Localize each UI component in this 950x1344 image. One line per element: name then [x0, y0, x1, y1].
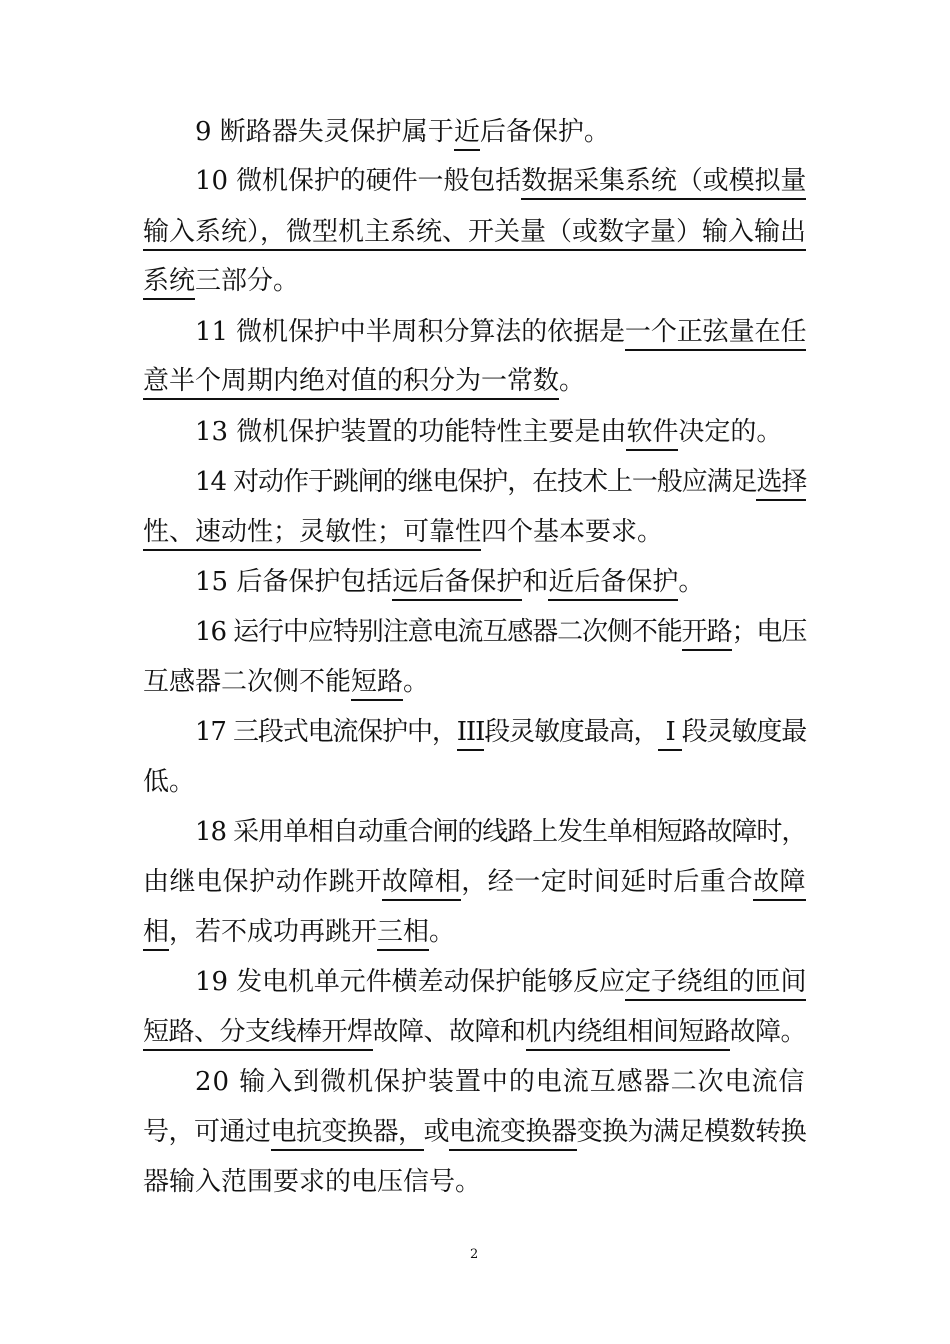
text-segment: 17 三段式电流保护中，	[195, 717, 457, 747]
text-line	[143, 1012, 806, 1052]
text-segment: 19 发电机单元件横差动保护能够反应	[195, 967, 625, 997]
underlined-answer: 选择	[756, 467, 806, 501]
text-segment: ，经一定时间延时后重合	[461, 867, 753, 897]
text-segment: 由继电保护动作跳开	[143, 867, 382, 897]
underlined-answer: 数据采集系统（或模拟量	[521, 166, 806, 200]
text-segment: 故障。	[729, 1017, 807, 1047]
underlined-answer: 短路、分支线棒开焊	[143, 1017, 373, 1051]
text-line	[195, 112, 610, 152]
underlined-answer: 近	[454, 117, 480, 151]
text-segment: 20 输入到微机保护装置中的电流互感器二次电流信	[195, 1067, 806, 1097]
text-segment: 。	[678, 567, 705, 597]
text-line	[195, 462, 806, 502]
text-line	[195, 312, 806, 352]
underlined-answer: 性、速动性；灵敏性；可靠性	[143, 517, 481, 551]
underlined-answer: 电抗变换器，	[271, 1117, 424, 1151]
text-line	[143, 261, 299, 301]
text-segment: 。	[403, 667, 430, 697]
text-line	[143, 862, 806, 902]
underlined-answer: 输入系统），微型机主系统、开关量（或数字量）输入输出	[143, 217, 806, 251]
text-segment: 决定的。	[678, 417, 783, 447]
underlined-answer: 三相	[377, 917, 429, 951]
underlined-answer: 开路	[682, 617, 732, 651]
underlined-answer: 电流变换器	[449, 1117, 577, 1151]
text-segment: 后备保护。	[479, 117, 610, 147]
text-segment: 11 微机保护中半周积分算法的依据是	[195, 317, 625, 347]
text-segment: 四个基本要求。	[481, 517, 664, 547]
text-line	[195, 412, 782, 452]
text-line	[195, 1062, 805, 1102]
text-segment: 段灵敏度最高，	[484, 717, 659, 747]
text-segment: 10 微机保护的硬件一般包括	[195, 166, 522, 196]
text-line	[143, 912, 455, 952]
text-segment: 。	[429, 917, 456, 947]
text-segment: 18 采用单相自动重合闸的线路上发生单相短路故障时，	[195, 817, 807, 847]
text-segment: 。	[559, 366, 586, 396]
underlined-answer: 系统	[143, 266, 195, 300]
text-line	[195, 712, 806, 752]
text-segment: 16 运行中应特别注意电流互感器二次侧不能	[195, 617, 682, 647]
text-segment: 故障、故障和	[372, 1017, 526, 1047]
underlined-answer: 短路	[351, 667, 403, 701]
underlined-answer: 故障相	[382, 867, 462, 901]
text-line	[143, 1112, 806, 1152]
text-segment: 互感器二次侧不能	[143, 667, 352, 697]
underlined-answer: 机内绕组相间短路	[526, 1017, 730, 1051]
underlined-answer: 意半个周期内绝对值的积分为一常数	[143, 366, 559, 400]
text-segment: 14 对动作于跳闸的继电保护，在技术上一般应满足	[195, 467, 757, 497]
underlined-answer: III	[457, 717, 484, 751]
underlined-answer: 一个正弦量在任	[625, 317, 806, 351]
text-line	[143, 361, 585, 401]
page-number: 2	[470, 1247, 479, 1262]
underlined-answer: 软件	[626, 417, 678, 451]
underlined-answer: 相	[143, 917, 169, 951]
text-segment: 或	[423, 1117, 450, 1147]
text-line	[195, 612, 806, 652]
underlined-answer: 近后备保护	[548, 567, 678, 601]
text-segment: 9 断路器失灵保护属于	[195, 117, 454, 147]
text-line	[143, 212, 806, 252]
text-line	[195, 962, 806, 1002]
text-line	[195, 812, 806, 852]
underlined-answer: 远后备保护	[392, 567, 522, 601]
text-line	[143, 1162, 481, 1202]
text-segment: 号，可通过	[143, 1117, 271, 1147]
text-line	[143, 662, 429, 702]
text-line	[195, 562, 704, 602]
text-segment: 低。	[143, 767, 196, 797]
text-line	[143, 512, 663, 552]
text-segment: 三部分。	[195, 266, 300, 296]
underlined-answer: I	[658, 717, 681, 751]
text-segment: 和	[522, 567, 549, 597]
text-segment: 15 后备保护包括	[195, 567, 393, 597]
text-line	[143, 762, 195, 802]
text-segment: 变换为满足模数转换	[576, 1117, 807, 1147]
text-segment: 13 微机保护装置的功能特性主要是由	[195, 417, 627, 447]
underlined-answer: 定子绕组的匝间	[625, 967, 806, 1001]
text-segment: ；电压	[731, 617, 807, 647]
text-segment: 器输入范围要求的电压信号。	[143, 1167, 482, 1197]
text-line	[195, 161, 806, 201]
underlined-answer: 故障	[753, 867, 806, 901]
text-segment: 段灵敏度最	[681, 717, 807, 747]
text-segment: ，若不成功再跳开	[169, 917, 378, 947]
